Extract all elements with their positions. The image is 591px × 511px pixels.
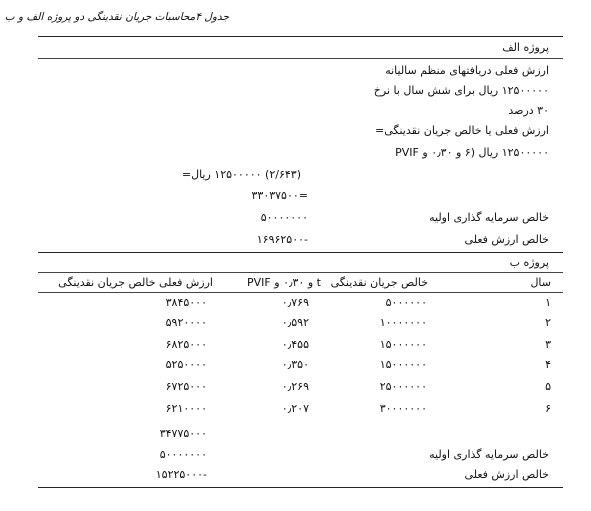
project-a-line-4: ارزش فعلی یا خالص جریان نقدینگی= <box>375 124 549 137</box>
project-a-line-3: ۳۰ درصد <box>508 104 549 117</box>
top-rule <box>38 36 563 37</box>
project-b-total-pv: ۳۴۷۷۵۰۰۰ <box>159 427 207 440</box>
row-cash-flow: ۱۵۰۰۰۰۰۰ <box>379 358 427 371</box>
row-pvif: ۰٫۷۶۹ <box>281 296 309 309</box>
row-cash-flow: ۵۰۰۰۰۰۰ <box>385 296 427 309</box>
table-caption: جدول ۴محاسبات جریان نقدینگی دو پروژه الف و ب <box>4 11 229 23</box>
row-pvif: ۰٫۲۶۹ <box>281 380 309 393</box>
row-cash-flow: ۱۰۰۰۰۰۰۰ <box>379 316 427 329</box>
project-a-bottom-rule <box>38 252 563 253</box>
project-a-calc-result: =۳۳۰۳۷۵۰۰ <box>251 189 308 202</box>
row-present-value: ۳۸۴۵۰۰۰ <box>165 296 207 309</box>
row-year: ۱ <box>545 296 551 309</box>
project-a-title-rule <box>38 58 563 59</box>
project-a-npv-label: خالص ارزش فعلی <box>464 233 549 246</box>
project-a-calc-line: (۲/۶۴۳) ۱۲۵۰۰۰۰۰ ریال= <box>181 168 301 181</box>
project-a-npv-value: -۱۶۹۶۲۵۰۰ <box>256 233 308 246</box>
header-year: سال <box>530 276 551 289</box>
row-year: ۴ <box>545 358 551 371</box>
row-cash-flow: ۳۰۰۰۰۰۰۰ <box>379 402 427 415</box>
row-pvif: ۰٫۴۵۵ <box>281 338 309 351</box>
project-a-line-1: ارزش فعلی دریافتهای منظم سالیانه <box>385 64 549 77</box>
row-present-value: ۶۸۲۵۰۰۰ <box>165 338 207 351</box>
project-b-title: پروژه ب <box>509 256 549 269</box>
row-pvif: ۰٫۲۰۷ <box>281 402 309 415</box>
project-a-initial-investment-value: ۵۰۰۰۰۰۰۰ <box>260 211 308 224</box>
row-year: ۲ <box>545 316 551 329</box>
row-present-value: ۵۹۲۰۰۰۰ <box>165 316 207 329</box>
header-present-value: ارزش فعلی خالص جریان نقدینگی <box>58 276 213 289</box>
row-pvif: ۰٫۵۹۲ <box>281 316 309 329</box>
row-present-value: ۵۲۵۰۰۰۰ <box>165 358 207 371</box>
header-cash-flow: خالص جریان نقدینگی <box>330 276 428 289</box>
bottom-rule <box>38 487 563 488</box>
row-present-value: ۶۷۲۵۰۰۰ <box>165 380 207 393</box>
row-year: ۵ <box>545 380 551 393</box>
project-b-initial-investment-label: خالص سرمایه گذاری اولیه <box>429 448 549 461</box>
project-b-header-rule <box>38 292 563 293</box>
project-a-line-2: ۱۲۵۰۰۰۰۰ ریال برای شش سال با نرخ <box>373 84 549 97</box>
project-b-npv-label: خالص ارزش فعلی <box>464 468 549 481</box>
row-present-value: ۶۲۱۰۰۰۰ <box>165 402 207 415</box>
project-b-npv-value: -۱۵۲۲۵۰۰۰ <box>155 468 207 481</box>
project-a-title: پروژه الف <box>502 41 549 54</box>
row-cash-flow: ۲۵۰۰۰۰۰۰ <box>379 380 427 393</box>
row-year: ۶ <box>545 402 551 415</box>
project-b-initial-investment-value: ۵۰۰۰۰۰۰۰ <box>159 448 207 461</box>
header-pvif: t و ۰٫۳۰ و PVIF <box>247 276 321 289</box>
row-year: ۳ <box>545 338 551 351</box>
project-a-initial-investment-label: خالص سرمایه گذاری اولیه <box>429 211 549 224</box>
row-pvif: ۰٫۳۵۰ <box>281 358 309 371</box>
project-b-title-rule <box>38 272 563 273</box>
project-a-line-5: ۱۲۵۰۰۰۰۰ ریال (۶ و ۰٫۳۰ و PVIF <box>395 146 549 159</box>
row-cash-flow: ۱۵۰۰۰۰۰۰ <box>379 338 427 351</box>
